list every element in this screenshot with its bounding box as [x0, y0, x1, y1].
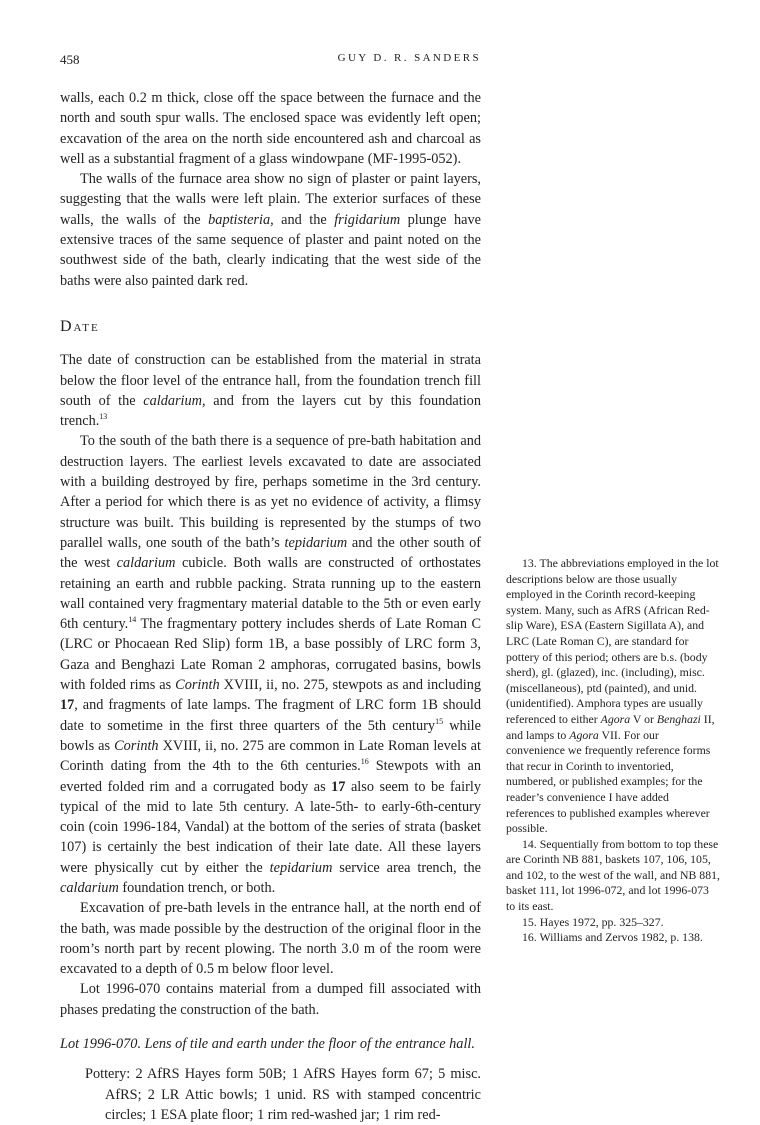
footnote-16: 16. Williams and Zervos 1982, p. 138. [522, 930, 703, 945]
page-number: 458 [60, 52, 80, 67]
main-text-column [60, 88, 481, 1125]
footnote-ref-16[interactable]: 16 [360, 757, 369, 767]
footnotes-column [506, 556, 720, 946]
paragraph-date-construction: The date of construction can be established from the material in strata below the floor level of the entrance hall, from the foundation trench fill south of the caldarium, and from the layers cut by this foundation trench.$^{13}$ [60, 352, 481, 430]
paragraph-lot-description: Lot 1996-070 contains material from a dumped fill associated with phases predating the construction of the bath. [60, 981, 481, 1018]
running-head-author: GUY D. R. SANDERS [337, 52, 481, 64]
footnote-ref-13[interactable]: 13 [99, 412, 108, 422]
footnote-13: 13. The abbreviations employed in the lot descriptions below are those usually employed in the Corinth record-keeping system. Many, such as AfRS (African Red-slip Ware), ESA (Eastern Sigillata A), and LRC (Late Roman C), are standard for pottery of this period; others are b.s. (body sherd), gl. (glazed), inc. (including), misc. (miscellaneous), ptd (painted), and unid. (unidentified). Amphora types are usually referenced to either Agora V or Benghazi II, and lamps to Agora VII. For our convenience we frequently reference forms that recur in Corinth to inventoried, numbered, or published examples; for the reader’s convenience I have added references to published examples wherever possible. [506, 556, 719, 836]
paragraph-pre-bath-layers: To the south of the bath there is a sequence of pre-bath habitation and destruction layers. The earliest levels excavated to date are associated with a building destroyed by fire, perhaps sometime in the 3rd century. After a period for which there is as yet no evidence of activity, a flimsy structure was built. This building is represented by the stumps of two parallel walls, one south of the bath’s tepidarium and the other south of the west caldarium cubicle. Both walls are constructed of orthostates retaining an earth and rubble packing. Strata running up to the eastern wall contained very fragmentary material datable to the 5th or even early 6th century.$^{14}$ The fragmentary pottery includes sherds of Late Roman C (LRC or Phocaean Red Slip) form 1B, a base possibly of LRC form 3, Gaza and Benghazi Late Roman 2 amphoras, corrugated basins, bowls with folded rims as Corinth XVIII, ii, no. 275, stewpots as and including 17, and fragments of late lamps. The fragment of LRC form 1B should date to sometime in the first three quarters of the 5th century$^{15}$ while bowls as Corinth XVIII, ii, no. 275 are common in Late Roman levels at Corinth dating from the 4th to the 6th centuries.$^{16}$ Stewpots with an everted folded rim and a corrugated body as 17 also seem to be fairly typical of the mid to late 5th century. A late-5th- to early-6th-century coin (coin 1996-184, Vandal) at the bottom of the series of strata (basket 107) is certainly the best indication of their late date. All these layers were physically cut by either the tepidarium service area trench, the caldarium foundation trench, or both. [60, 433, 482, 896]
catalogue-number: 17 [60, 697, 75, 714]
footnote-14: 14. Sequentially from bottom to top these are Corinth NB 881, baskets 107, 106, 105, and 102, to the west of the wall, and NB 881, basket 111, lot 1996-072, and lot 1996-073 to its east. [506, 836, 720, 914]
paragraph-entrance-hall: Excavation of pre-bath levels in the entrance hall, at the north end of the bath, was made possible by the destruction of the original floor in the room’s north part by recent plowing. The north 3.0 m of the room were excavated to a depth of 0.5 m below floor level. [60, 900, 481, 978]
pottery-list: Pottery: 2 AfRS Hayes form 50B; 1 AfRS Hayes form 67; 5 misc. AfRS; 2 LR Attic bowls; 1 unid. RS with stamped concentric circles; 1 ESA plate floor; 1 rim red-washed jar; 1 rim red- [85, 1066, 481, 1123]
page-header [60, 52, 481, 70]
section-heading-date: Date [60, 317, 100, 335]
lot-heading: Lot 1996-070. Lens of tile and earth under the floor of the entrance hall. [60, 1036, 475, 1053]
paragraph-furnace-plaster: The walls of the furnace area show no sign of plaster or paint layers, suggesting that the walls were left plain. The exterior surfaces of these walls, the walls of the baptisteria, and the frigidarium plunge have extensive traces of the same sequence of plaster and paint noted on the southwest side of the bath, clearly indicating that the west side of the baths were also painted dark red. [60, 171, 481, 289]
footnote-ref-14[interactable]: 14 [128, 615, 137, 625]
footnote-ref-15[interactable]: 15 [435, 716, 444, 726]
footnote-15: 15. Hayes 1972, pp. 325–327. [522, 914, 664, 929]
paragraph-furnace-walls: walls, each 0.2 m thick, close off the space between the furnace and the north and south spur walls. The enclosed space was evidently left open; excavation of the area on the north side encountered ash and charcoal as well as a substantial fragment of a glass windowpane (MF-1995-052). [60, 90, 481, 167]
catalogue-number: 17 [331, 778, 346, 795]
